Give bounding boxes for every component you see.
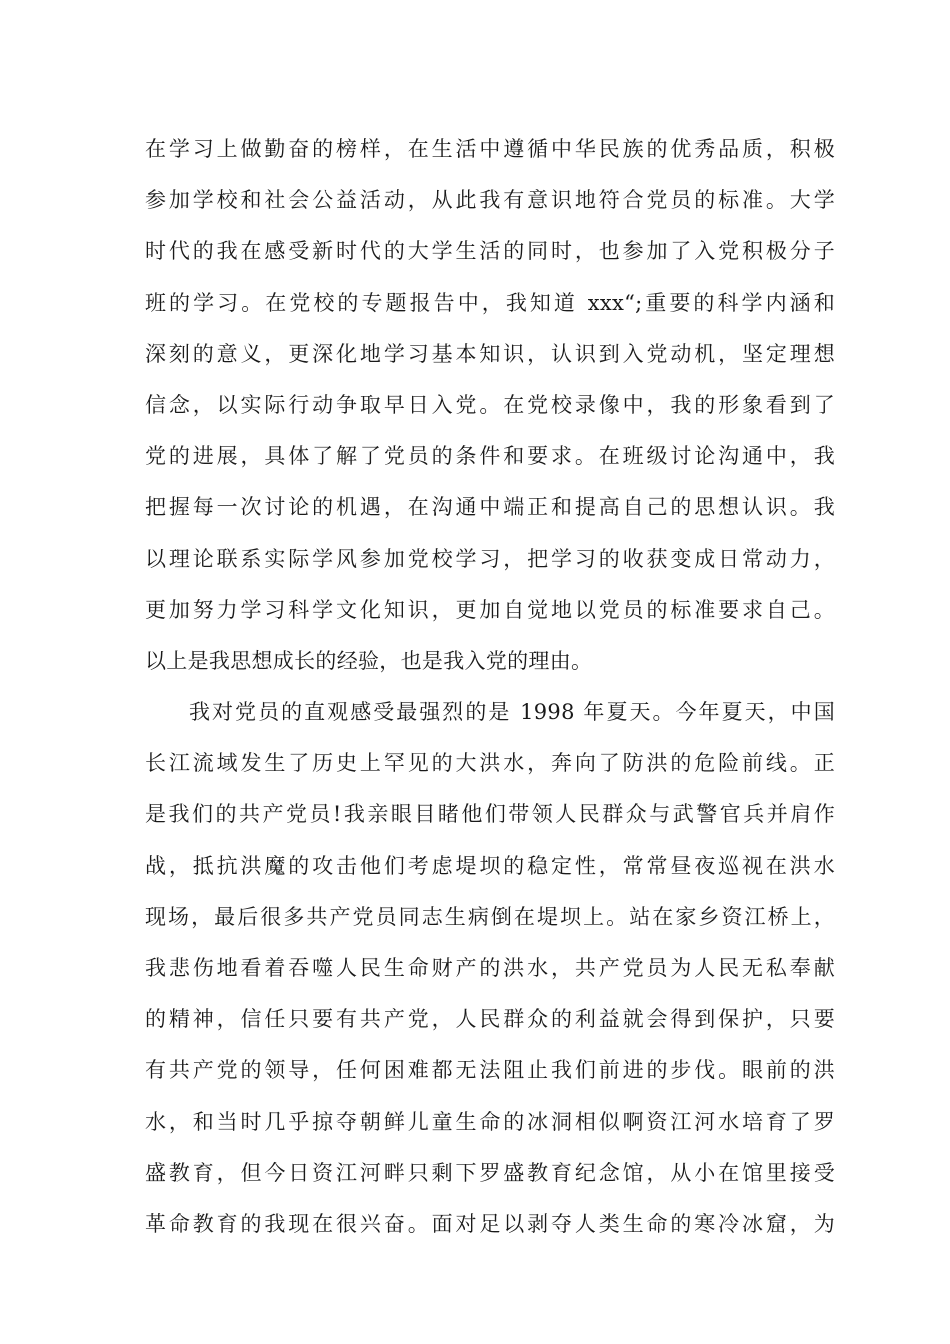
text-line: 班的学习。在党校的专题报告中，我知道 xxx“;重要的科学内涵和 — [145, 290, 835, 315]
text-line: 以上是我思想成长的经验，也是我入党的理由。 — [145, 648, 593, 673]
text-line: 党的进展，具体了解了党员的条件和要求。在班级讨论沟通中，我 — [145, 444, 835, 469]
text-line: 盛教育，但今日资江河畔只剩下罗盛教育纪念馆，从小在馆里接受 — [145, 1160, 835, 1185]
text-line: 信念，以实际行动争取早日入党。在党校录像中，我的形象看到了 — [145, 392, 835, 417]
text-line: 我对党员的直观感受最强烈的是 1998 年夏天。今年夏天，中国 — [189, 700, 835, 725]
text-line: 深刻的意义，更深化地学习基本知识，认识到入党动机，坚定理想 — [145, 341, 835, 366]
text-line: 水，和当时几乎掠夺朝鲜儿童生命的冰洞相似啊资江河水培育了罗 — [145, 1109, 835, 1134]
text-line: 长江流域发生了历史上罕见的大洪水，奔向了防洪的危险前线。正 — [145, 751, 835, 776]
text-line: 是我们的共产党员!我亲眼目睹他们带领人民群众与武警官兵并肩作 — [145, 802, 835, 827]
text-line: 战，抵抗洪魔的攻击他们考虑堤坝的稳定性，常常昼夜巡视在洪水 — [145, 853, 835, 878]
text-line: 现场，最后很多共产党员同志生病倒在堤坝上。站在家乡资江桥上， — [145, 904, 835, 929]
text-line: 革命教育的我现在很兴奋。面对足以剥夺人类生命的寒冷冰窟，为 — [145, 1211, 835, 1236]
text-line: 更加努力学习科学文化知识，更加自觉地以党员的标准要求自己。 — [145, 597, 835, 622]
text-line: 我悲伤地看着吞噬人民生命财产的洪水，共产党员为人民无私奉献 — [145, 956, 835, 980]
text-line: 有共产党的领导，任何困难都无法阻止我们前进的步伐。眼前的洪 — [145, 1058, 835, 1083]
text-line: 把握每一次讨论的机遇，在沟通中端正和提高自己的思想认识。我 — [145, 495, 835, 520]
text-line: 以理论联系实际学风参加党校学习，把学习的收获变成日常动力， — [145, 546, 835, 571]
text-line: 参加学校和社会公益活动，从此我有意识地符合党员的标准。大学 — [145, 188, 835, 213]
body-text — [145, 124, 835, 1250]
text-line: 的精神，信任只要有共产党，人民群众的利益就会得到保护，只要 — [145, 1007, 835, 1032]
text-line: 在学习上做勤奋的榜样，在生活中遵循中华民族的优秀品质，积极 — [145, 137, 835, 161]
text-line: 时代的我在感受新时代的大学生活的同时，也参加了入党积极分子 — [145, 239, 835, 264]
